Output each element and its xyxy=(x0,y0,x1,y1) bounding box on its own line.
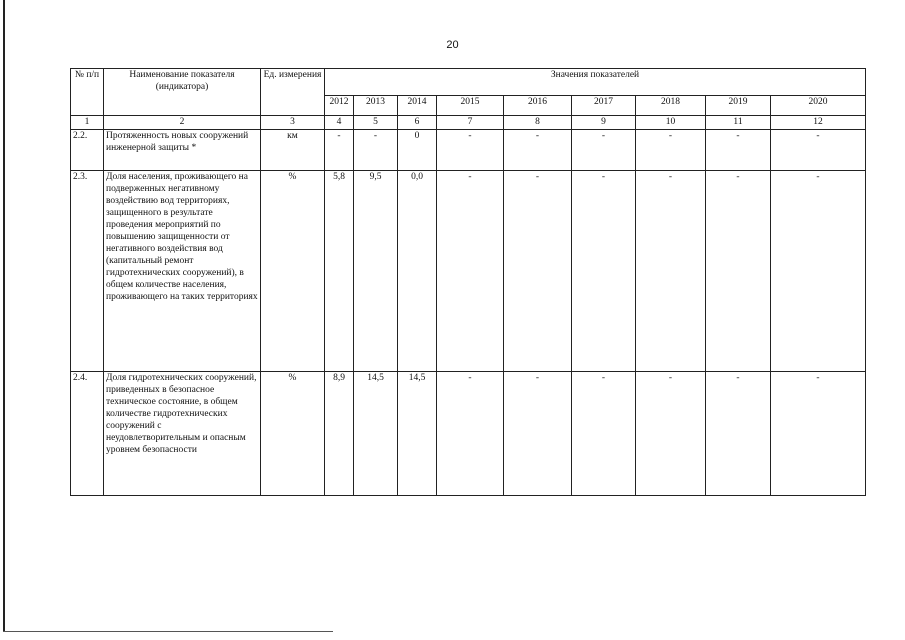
value-cell: - xyxy=(572,372,636,496)
value-cell: - xyxy=(572,171,636,372)
left-margin-line xyxy=(3,0,5,632)
header-number: № п/п xyxy=(71,69,104,116)
year-header: 2017 xyxy=(572,96,636,116)
header-unit: Ед. измерения xyxy=(261,69,325,116)
value-cell: - xyxy=(636,130,706,171)
year-header: 2019 xyxy=(706,96,771,116)
year-header: 2015 xyxy=(437,96,504,116)
value-cell: - xyxy=(504,130,572,171)
column-number: 8 xyxy=(504,116,572,130)
column-number: 2 xyxy=(104,116,261,130)
indicator-name: Доля населения, проживающего на подверженных негативному воздействию вод территориях, защищенного в результате проведения мероприятий по повышению защищенности от негативного воздействия вод (капитальный ремонт гидротехнических сооружений), в общем количестве населения, проживающего на таких территориях xyxy=(104,171,261,372)
column-number: 6 xyxy=(398,116,437,130)
column-number: 1 xyxy=(71,116,104,130)
column-number: 5 xyxy=(354,116,398,130)
column-number: 3 xyxy=(261,116,325,130)
column-number: 7 xyxy=(437,116,504,130)
value-cell: 14,5 xyxy=(398,372,437,496)
unit-cell: % xyxy=(261,372,325,496)
row-number: 2.2. xyxy=(71,130,104,171)
year-header: 2014 xyxy=(398,96,437,116)
value-cell: - xyxy=(437,372,504,496)
indicators-table xyxy=(70,68,866,496)
column-number: 10 xyxy=(636,116,706,130)
column-numbers-row xyxy=(71,116,866,130)
year-header: 2012 xyxy=(325,96,354,116)
indicator-name: Протяженность новых сооружений инженерной защиты * xyxy=(104,130,261,171)
value-cell: 8,9 xyxy=(325,372,354,496)
unit-cell: % xyxy=(261,171,325,372)
value-cell: - xyxy=(706,372,771,496)
value-cell: - xyxy=(636,171,706,372)
value-cell: - xyxy=(437,171,504,372)
column-number: 9 xyxy=(572,116,636,130)
table-row xyxy=(71,372,866,496)
bottom-margin-line xyxy=(3,631,333,632)
value-cell: - xyxy=(504,372,572,496)
value-cell: - xyxy=(706,130,771,171)
unit-cell: км xyxy=(261,130,325,171)
table-row xyxy=(71,130,866,171)
value-cell: - xyxy=(354,130,398,171)
column-number: 4 xyxy=(325,116,354,130)
year-header: 2013 xyxy=(354,96,398,116)
table-row xyxy=(71,171,866,372)
value-cell: 9,5 xyxy=(354,171,398,372)
page-number: 20 xyxy=(446,39,459,51)
row-number: 2.4. xyxy=(71,372,104,496)
year-header: 2018 xyxy=(636,96,706,116)
year-header: 2020 xyxy=(771,96,866,116)
value-cell: - xyxy=(636,372,706,496)
value-cell: - xyxy=(771,171,866,372)
column-number: 12 xyxy=(771,116,866,130)
value-cell: 14,5 xyxy=(354,372,398,496)
column-number: 11 xyxy=(706,116,771,130)
indicator-name: Доля гидротехнических сооружений, приведенных в безопасное техническое состояние, в общем количестве гидротехнических сооружений с неудовлетворительным и опасным уровнем безопасности xyxy=(104,372,261,496)
value-cell: 5,8 xyxy=(325,171,354,372)
header-values: Значения показателей xyxy=(325,69,866,96)
value-cell: 0,0 xyxy=(398,171,437,372)
row-number: 2.3. xyxy=(71,171,104,372)
value-cell: 0 xyxy=(398,130,437,171)
value-cell: - xyxy=(504,171,572,372)
value-cell: - xyxy=(706,171,771,372)
year-header: 2016 xyxy=(504,96,572,116)
value-cell: - xyxy=(771,372,866,496)
value-cell: - xyxy=(572,130,636,171)
value-cell: - xyxy=(325,130,354,171)
value-cell: - xyxy=(437,130,504,171)
header-name: Наименование показателя (индикатора) xyxy=(104,69,261,116)
value-cell: - xyxy=(771,130,866,171)
